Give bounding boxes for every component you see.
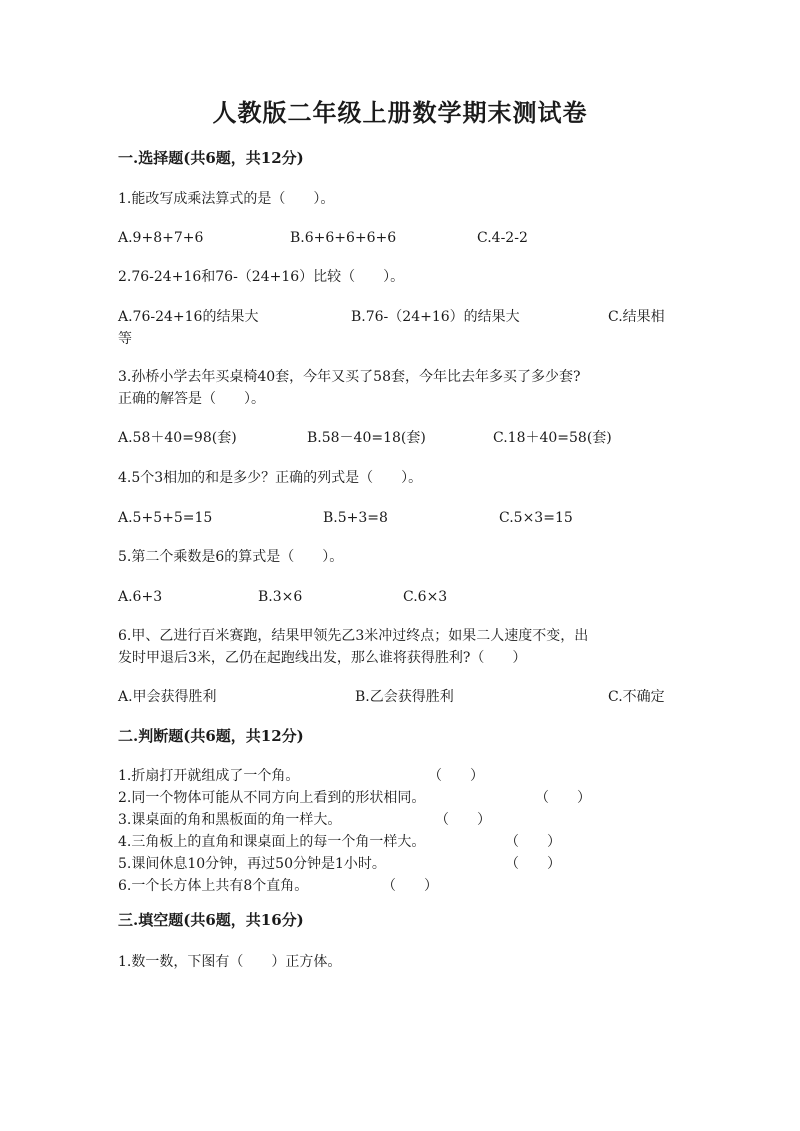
- judgement-item-1-paren: （ ）: [428, 768, 484, 784]
- judgement-item-6: 6.一个长方体上共有8个直角。: [118, 878, 309, 894]
- question-1-stem: 1.能改写成乘法算式的是（ ）。: [118, 191, 335, 207]
- fill-in-question-1-stem: 1.数一数，下图有（ ）正方体。: [118, 954, 342, 970]
- judgement-item-5: 5.课间休息10分钟，再过50分钟是1小时。: [118, 856, 386, 872]
- judgement-item-2-paren: （ ）: [535, 790, 591, 806]
- question-3-stem-line-1: 3.孙桥小学去年买桌椅40套，今年又买了58套，今年比去年多买了多少套?: [118, 369, 581, 385]
- question-2-stem: 2.76-24+16和76-（24+16）比较（ ）。: [118, 269, 405, 285]
- judgement-item-5-paren: （ ）: [505, 856, 561, 872]
- question-2-option-c-continued: 等: [118, 331, 132, 347]
- question-6-stem-line-2: 发时甲退后3米，乙仍在起跑线出发，那么谁将获得胜利?（ ）: [118, 650, 527, 666]
- judgement-item-4: 4.三角板上的直角和课桌面上的每一个角一样大。: [118, 834, 426, 850]
- section-heading-judgement: 二.判断题(共6题，共12分): [118, 727, 304, 745]
- question-4-option-a: A.5+5+5=15: [118, 510, 213, 526]
- question-5-option-a: A.6+3: [118, 589, 163, 605]
- question-3-option-c: C.18＋40=58(套): [493, 430, 612, 446]
- judgement-item-4-paren: （ ）: [505, 834, 561, 850]
- question-4-stem: 4.5个3相加的和是多少？正确的列式是（ ）。: [118, 470, 423, 486]
- question-2-option-b: B.76-（24+16）的结果大: [351, 309, 520, 325]
- question-1-option-b: B.6+6+6+6+6: [290, 230, 397, 246]
- question-5-option-b: B.3×6: [258, 589, 303, 605]
- question-1-option-c: C.4-2-2: [477, 230, 528, 246]
- question-5-option-c: C.6×3: [403, 589, 448, 605]
- question-3-option-a: A.58＋40=98(套): [118, 430, 237, 446]
- question-3-stem-line-2: 正确的解答是（ ）。: [118, 391, 265, 407]
- question-6-option-c: C.不确定: [608, 689, 665, 705]
- judgement-item-3-paren: （ ）: [435, 812, 491, 828]
- judgement-item-2: 2.同一个物体可能从不同方向上看到的形状相同。: [118, 790, 426, 806]
- question-3-option-b: B.58－40=18(套): [307, 430, 426, 446]
- question-4-option-b: B.5+3=8: [323, 510, 388, 526]
- question-6-option-a: A.甲会获得胜利: [118, 689, 217, 705]
- question-4-option-c: C.5×3=15: [499, 510, 573, 526]
- judgement-item-3: 3.课桌面的角和黑板面的角一样大。: [118, 812, 342, 828]
- question-6-stem-line-1: 6.甲、乙进行百米赛跑，结果甲领先乙3米冲过终点；如果二人速度不变，出: [118, 628, 589, 644]
- question-2-option-c: C.结果相: [608, 309, 665, 325]
- question-1-option-a: A.9+8+7+6: [118, 230, 204, 246]
- judgement-item-6-paren: （ ）: [382, 878, 438, 894]
- question-2-option-a: A.76-24+16的结果大: [118, 309, 259, 325]
- section-heading-choice: 一.选择题(共6题，共12分): [118, 149, 304, 167]
- section-heading-fill-in: 三.填空题(共6题，共16分): [118, 911, 304, 929]
- judgement-item-1: 1.折扇打开就组成了一个角。: [118, 768, 300, 784]
- question-5-stem: 5.第二个乘数是6的算式是（ ）。: [118, 549, 344, 565]
- question-6-option-b: B.乙会获得胜利: [355, 689, 454, 705]
- page-title: 人教版二年级上册数学期末测试卷: [212, 98, 588, 127]
